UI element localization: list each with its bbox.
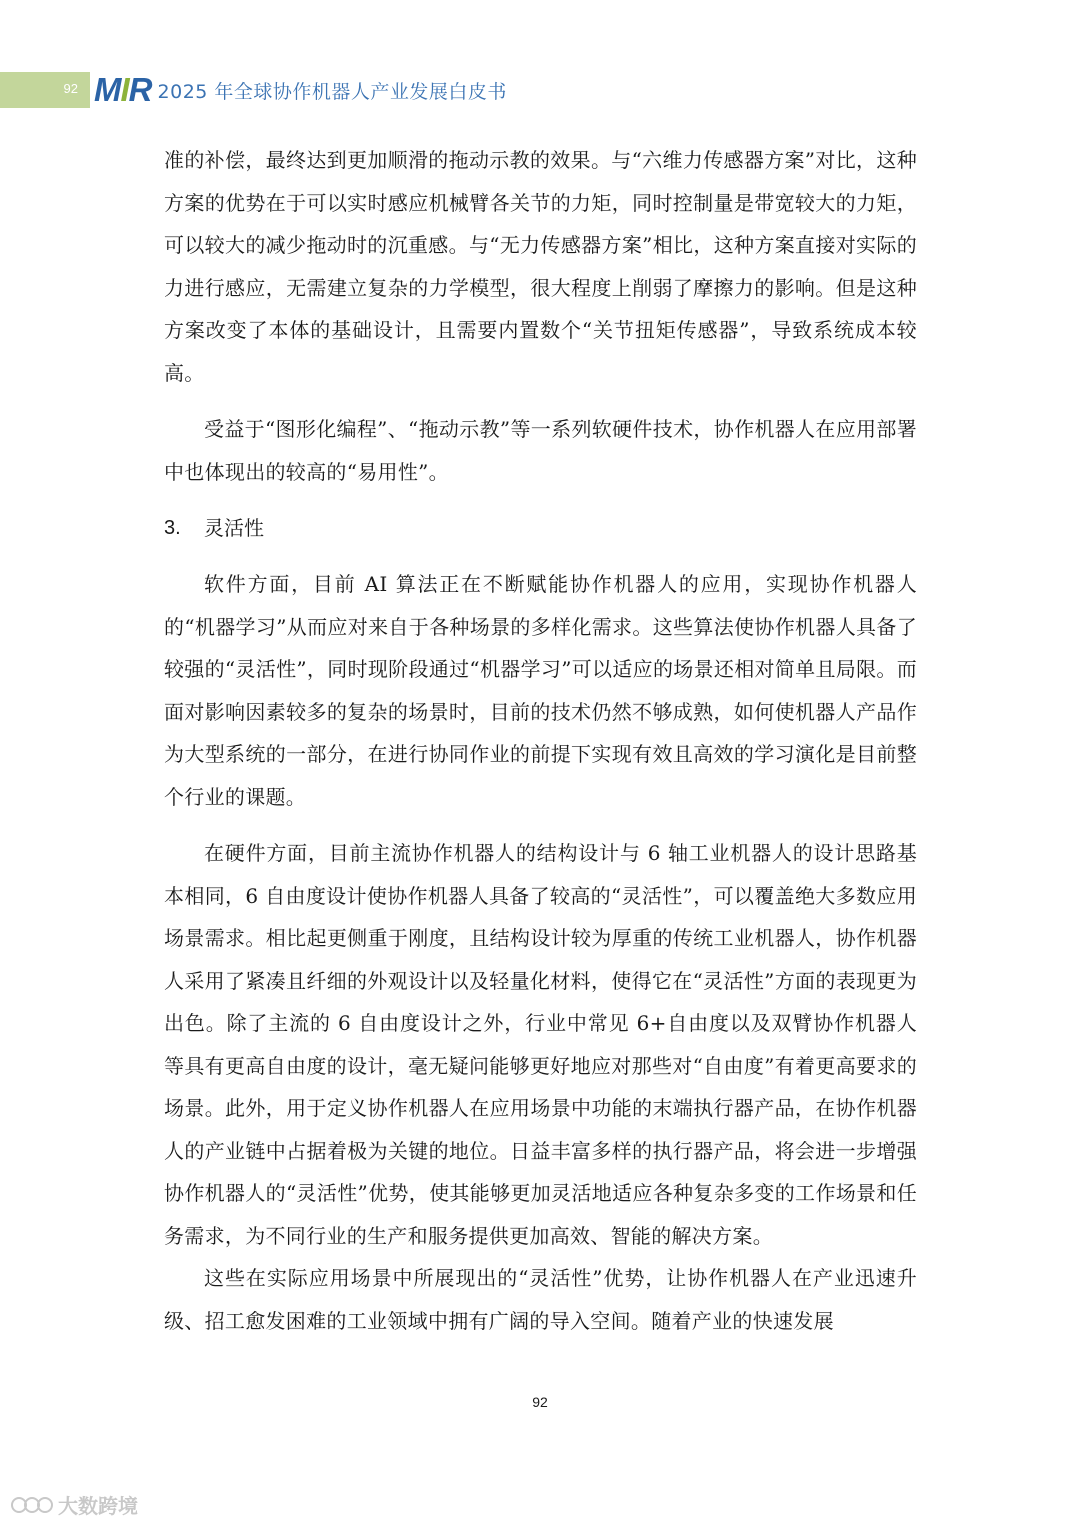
watermark-text: 大数跨境 bbox=[58, 1494, 138, 1518]
page-number-tab bbox=[0, 72, 90, 108]
body-paragraph: 准的补偿，最终达到更加顺滑的拖动示教的效果。与“六维力传感器方案”对比，这种方案的优势在于可以实时感应机械臂各关节的力矩，同时控制量是带宽较大的力矩，可以较大的减少拖动时的沉重感。与“无力传感器方案”相比，这种方案直接对实际的力进行感应，无需建立复杂的力学模型，很大程度上削弱了摩擦力的影响。但是这种方案改变了本体的基础设计，且需要内置数个“关节扭矩传感器”，导致系统成本较高。 bbox=[164, 148, 917, 385]
watermark-logo-icon bbox=[10, 1493, 54, 1517]
section-number: 3. bbox=[164, 517, 181, 539]
running-header bbox=[94, 73, 507, 107]
body-paragraph: 在硬件方面，目前主流协作机器人的结构设计与 6 轴工业机器人的设计思路基本相同，6 自由度设计使协作机器人具备了较高的“灵活性”，可以覆盖绝大多数应用场景需求。相比起更侧重于刚度，且结构设计较为厚重的传统工业机器人，协作机器人采用了紧凑且纤细的外观设计以及轻量化材料，使得它在“灵活性”方面的表现更为出色。除了主流的 6 自由度设计之外，行业中常见 6+自由度以及双臂协作机器人等具有更高自由度的设计，毫无疑问能够更好地应对那些对“自由度”有着更高要求的场景。此外，用于定义协作机器人在应用场景中功能的末端执行器产品，在协作机器人的产业链中占据着极为关键的地位。日益丰富多样的执行器产品，将会进一步增强协作机器人的“灵活性”优势，使其能够更加灵活地适应各种复杂多变的工作场景和任务需求，为不同行业的生产和服务提供更加高效、智能的解决方案。 bbox=[164, 841, 917, 1248]
watermark bbox=[10, 1490, 138, 1519]
header-page-number: 92 bbox=[63, 81, 78, 96]
section-heading bbox=[164, 507, 917, 549]
footer-page-number: 92 bbox=[532, 1394, 548, 1410]
body-paragraph: 这些在实际应用场景中所展现出的“灵活性”优势，让协作机器人在产业迅速升级、招工愈发困难的工业领域中拥有广阔的导入空间。随着产业的快速发展 bbox=[164, 1266, 917, 1333]
body-paragraph: 软件方面，目前 AI 算法正在不断赋能协作机器人的应用，实现协作机器人的“机器学习”从而应对来自于各种场景的多样化需求。这些算法使协作机器人具备了较强的“灵活性”，同时现阶段通过“机器学习”可以适应的场景还相对简单且局限。而面对影响因素较多的复杂的场景时，目前的技术仍然不够成熟，如何使机器人产品作为大型系统的一部分，在进行协同作业的前提下实现有效且高效的学习演化是目前整个行业的课题。 bbox=[164, 572, 917, 809]
section-title: 灵活性 bbox=[204, 516, 264, 540]
page-body bbox=[164, 139, 917, 1342]
mir-logo: MIR bbox=[94, 71, 152, 108]
document-title: 2025 年全球协作机器人产业发展白皮书 bbox=[157, 81, 507, 103]
body-paragraph: 受益于“图形化编程”、“拖动示教”等一系列软硬件技术，协作机器人在应用部署中也体现出的较高的“易用性”。 bbox=[164, 417, 917, 484]
